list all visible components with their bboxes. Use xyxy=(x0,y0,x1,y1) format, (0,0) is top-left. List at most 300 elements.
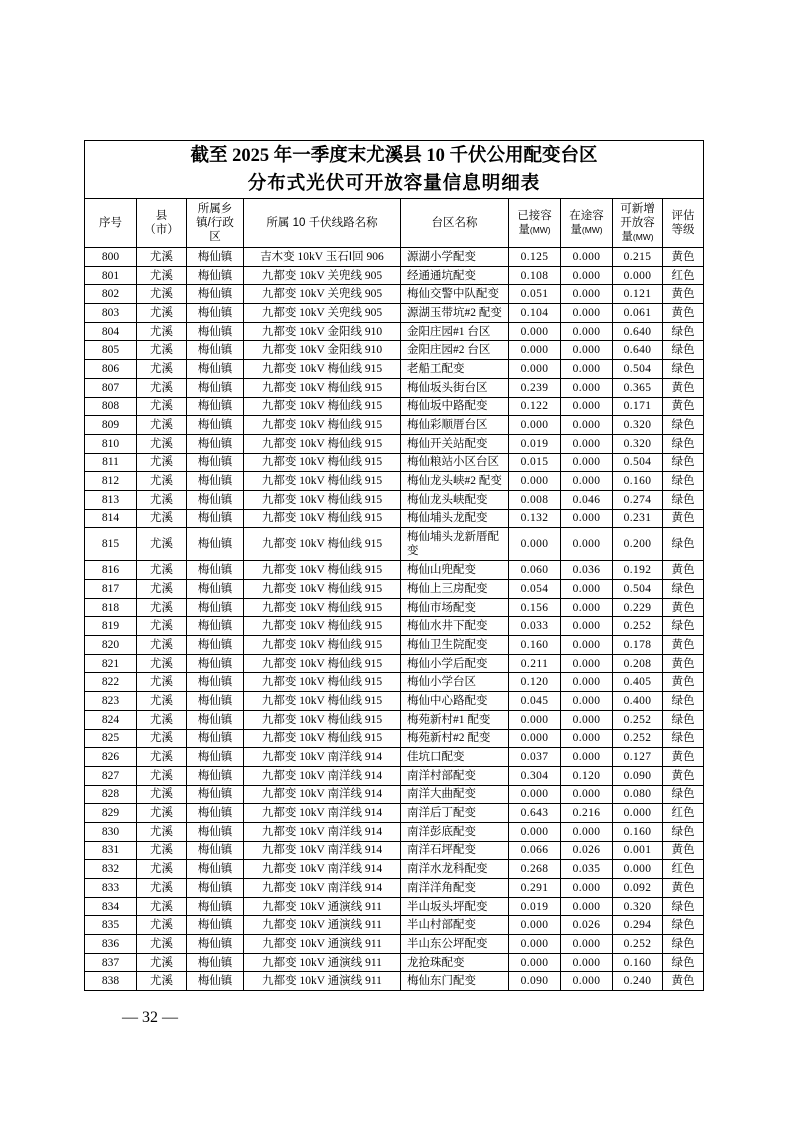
connected-capacity-cell xyxy=(509,897,561,916)
county-cell xyxy=(137,897,187,916)
open-capacity-text: 0.121 xyxy=(623,288,652,301)
grade-text: 黄色 xyxy=(671,288,695,301)
header-line-name-label: 所属 10 千伏线路名称 xyxy=(266,217,378,229)
town-text: 梅仙镇 xyxy=(197,900,233,913)
connected-capacity-text: 0.051 xyxy=(520,288,549,301)
serial-number-text: 815 xyxy=(101,538,120,551)
county-text: 尤溪 xyxy=(150,713,173,726)
connected-capacity-text: 0.015 xyxy=(520,456,549,469)
town-cell xyxy=(187,636,244,655)
town-text: 梅仙镇 xyxy=(197,676,233,689)
connected-capacity-cell xyxy=(509,785,561,804)
line-name-cell xyxy=(244,561,401,580)
station-name-text: 梅仙坂中路配变 xyxy=(407,400,488,413)
connected-capacity-text: 0.000 xyxy=(520,538,549,551)
line-name-cell xyxy=(244,654,401,673)
line-name-cell xyxy=(244,841,401,860)
county-cell xyxy=(137,453,187,472)
open-capacity-text: 0.171 xyxy=(623,400,652,413)
county-cell xyxy=(137,580,187,599)
line-name-text: 九都变 10kV 通演线 911 xyxy=(262,975,382,988)
county-text: 尤溪 xyxy=(150,657,173,670)
grade-cell xyxy=(663,785,704,804)
in-transit-capacity-cell xyxy=(561,729,613,748)
in-transit-capacity-text: 0.000 xyxy=(572,638,601,651)
line-name-cell xyxy=(244,285,401,304)
connected-capacity-text: 0.156 xyxy=(520,601,549,614)
station-name-text: 梅仙卫生院配变 xyxy=(407,638,488,651)
town-cell xyxy=(187,561,244,580)
connected-capacity-text: 0.000 xyxy=(520,788,549,801)
station-name-cell xyxy=(401,561,509,580)
in-transit-capacity-cell xyxy=(561,598,613,617)
town-cell xyxy=(187,841,244,860)
station-name-text: 梅仙龙头峡#2 配变 xyxy=(407,475,502,488)
connected-capacity-cell xyxy=(509,972,561,991)
open-capacity-cell xyxy=(613,617,663,636)
open-capacity-cell xyxy=(613,710,663,729)
connected-capacity-text: 0.291 xyxy=(520,881,549,894)
grade-text: 绿色 xyxy=(671,475,695,488)
table-row xyxy=(85,341,704,360)
in-transit-capacity-text: 0.000 xyxy=(572,456,601,469)
open-capacity-cell xyxy=(613,766,663,785)
header-station-name-label: 台区名称 xyxy=(431,217,478,229)
grade-text: 黄色 xyxy=(671,601,695,614)
connected-capacity-cell xyxy=(509,692,561,711)
grade-text: 红色 xyxy=(671,863,695,876)
town-text: 梅仙镇 xyxy=(197,620,233,633)
serial-number-text: 827 xyxy=(101,769,120,782)
in-transit-capacity-text: 0.000 xyxy=(572,325,601,338)
grade-text: 黄色 xyxy=(671,676,695,689)
table-title xyxy=(85,141,704,199)
header-connected-capacity-label: 已接容量 xyxy=(517,210,552,236)
county-text: 尤溪 xyxy=(150,250,173,263)
open-capacity-cell xyxy=(613,729,663,748)
table-row xyxy=(85,528,704,561)
serial-number-cell xyxy=(85,304,137,323)
serial-number-text: 830 xyxy=(101,825,120,838)
serial-number-cell xyxy=(85,953,137,972)
town-cell xyxy=(187,972,244,991)
open-capacity-cell xyxy=(613,785,663,804)
open-capacity-cell xyxy=(613,636,663,655)
county-text: 尤溪 xyxy=(150,538,173,551)
grade-text: 黄色 xyxy=(671,638,695,651)
in-transit-capacity-cell xyxy=(561,304,613,323)
open-capacity-cell xyxy=(613,692,663,711)
grade-cell xyxy=(663,897,704,916)
table-row xyxy=(85,636,704,655)
open-capacity-text: 0.160 xyxy=(623,475,652,488)
in-transit-capacity-cell xyxy=(561,692,613,711)
serial-number-cell xyxy=(85,266,137,285)
serial-number-cell xyxy=(85,785,137,804)
station-name-cell xyxy=(401,729,509,748)
serial-number-cell xyxy=(85,472,137,491)
in-transit-capacity-text: 0.000 xyxy=(572,362,601,375)
station-name-text: 梅仙埔头龙新厝配变 xyxy=(407,531,499,558)
county-cell xyxy=(137,509,187,528)
line-name-cell xyxy=(244,935,401,954)
connected-capacity-text: 0.125 xyxy=(520,250,549,263)
line-name-cell xyxy=(244,822,401,841)
connected-capacity-cell xyxy=(509,804,561,823)
grade-text: 黄色 xyxy=(671,306,695,319)
open-capacity-cell xyxy=(613,935,663,954)
line-name-cell xyxy=(244,916,401,935)
serial-number-text: 819 xyxy=(101,620,120,633)
serial-number-cell xyxy=(85,673,137,692)
grade-cell xyxy=(663,654,704,673)
grade-text: 黄色 xyxy=(671,751,695,764)
open-capacity-text: 0.092 xyxy=(623,881,652,894)
line-name-cell xyxy=(244,598,401,617)
grade-cell xyxy=(663,617,704,636)
town-text: 梅仙镇 xyxy=(197,825,233,838)
town-text: 梅仙镇 xyxy=(197,881,233,894)
open-capacity-cell xyxy=(613,416,663,435)
town-cell xyxy=(187,341,244,360)
line-name-text: 九都变 10kV 金阳线 910 xyxy=(261,344,383,357)
station-name-cell xyxy=(401,416,509,435)
county-text: 尤溪 xyxy=(150,676,173,689)
connected-capacity-cell xyxy=(509,580,561,599)
open-capacity-text: 0.061 xyxy=(623,306,652,319)
serial-number-text: 837 xyxy=(101,956,120,969)
table-row xyxy=(85,860,704,879)
town-cell xyxy=(187,729,244,748)
station-name-cell xyxy=(401,822,509,841)
open-capacity-cell xyxy=(613,841,663,860)
town-text: 梅仙镇 xyxy=(197,344,233,357)
town-text: 梅仙镇 xyxy=(197,844,233,857)
town-cell xyxy=(187,916,244,935)
town-cell xyxy=(187,804,244,823)
in-transit-capacity-cell xyxy=(561,580,613,599)
county-text: 尤溪 xyxy=(150,582,173,595)
connected-capacity-text: 0.000 xyxy=(520,937,549,950)
in-transit-capacity-cell xyxy=(561,972,613,991)
header-county-label: 县（市） xyxy=(144,210,179,236)
county-text: 尤溪 xyxy=(150,751,173,764)
table-row xyxy=(85,598,704,617)
line-name-cell xyxy=(244,766,401,785)
header-grade xyxy=(663,199,704,248)
open-capacity-cell xyxy=(613,748,663,767)
serial-number-cell xyxy=(85,617,137,636)
connected-capacity-text: 0.000 xyxy=(520,956,549,969)
station-name-cell xyxy=(401,673,509,692)
county-cell xyxy=(137,748,187,767)
open-capacity-text: 0.504 xyxy=(623,362,652,375)
open-capacity-cell xyxy=(613,879,663,898)
open-capacity-text: 0.365 xyxy=(623,381,652,394)
county-cell xyxy=(137,490,187,509)
grade-text: 绿色 xyxy=(671,713,695,726)
table-row xyxy=(85,360,704,379)
station-name-text: 梅仙小学台区 xyxy=(407,676,476,689)
station-name-text: 梅仙市场配变 xyxy=(407,601,476,614)
line-name-text: 吉木变 10kV 玉石Ⅰ回 906 xyxy=(260,250,384,263)
line-name-text: 九都变 10kV 梅仙线 915 xyxy=(261,713,383,726)
station-name-text: 经通通坑配变 xyxy=(407,269,476,282)
county-cell xyxy=(137,822,187,841)
town-cell xyxy=(187,654,244,673)
table-row xyxy=(85,804,704,823)
header-grade-label: 评估等级 xyxy=(671,210,695,236)
line-name-cell xyxy=(244,490,401,509)
connected-capacity-text: 0.239 xyxy=(520,381,549,394)
in-transit-capacity-text: 0.000 xyxy=(572,788,601,801)
station-name-cell xyxy=(401,916,509,935)
connected-capacity-text: 0.000 xyxy=(520,732,549,745)
connected-capacity-cell xyxy=(509,453,561,472)
town-cell xyxy=(187,673,244,692)
connected-capacity-cell xyxy=(509,360,561,379)
connected-capacity-text: 0.060 xyxy=(520,564,549,577)
grade-cell xyxy=(663,341,704,360)
serial-number-text: 802 xyxy=(101,288,120,301)
connected-capacity-text: 0.304 xyxy=(520,769,549,782)
grade-cell xyxy=(663,636,704,655)
line-name-text: 九都变 10kV 梅仙线 915 xyxy=(261,400,383,413)
in-transit-capacity-cell xyxy=(561,248,613,267)
connected-capacity-cell xyxy=(509,654,561,673)
line-name-text: 九都变 10kV 梅仙线 915 xyxy=(261,657,383,670)
table-row xyxy=(85,748,704,767)
connected-capacity-text: 0.019 xyxy=(520,900,549,913)
station-name-cell xyxy=(401,654,509,673)
open-capacity-text: 0.400 xyxy=(623,694,652,707)
in-transit-capacity-cell xyxy=(561,935,613,954)
serial-number-text: 806 xyxy=(101,362,120,375)
open-capacity-cell xyxy=(613,972,663,991)
station-name-cell xyxy=(401,397,509,416)
county-text: 尤溪 xyxy=(150,325,173,338)
town-cell xyxy=(187,453,244,472)
line-name-cell xyxy=(244,860,401,879)
open-capacity-text: 0.160 xyxy=(623,825,652,838)
town-text: 梅仙镇 xyxy=(197,362,233,375)
town-cell xyxy=(187,304,244,323)
town-cell xyxy=(187,509,244,528)
county-text: 尤溪 xyxy=(150,288,173,301)
in-transit-capacity-cell xyxy=(561,561,613,580)
table-row xyxy=(85,266,704,285)
line-name-cell xyxy=(244,897,401,916)
county-text: 尤溪 xyxy=(150,564,173,577)
station-name-cell xyxy=(401,598,509,617)
line-name-text: 九都变 10kV 梅仙线 915 xyxy=(261,538,383,551)
table-row xyxy=(85,654,704,673)
station-name-cell xyxy=(401,528,509,561)
town-text: 梅仙镇 xyxy=(197,400,233,413)
connected-capacity-text: 0.019 xyxy=(520,437,549,450)
county-cell xyxy=(137,729,187,748)
station-name-text: 梅苑新村#2 配变 xyxy=(407,732,491,745)
county-text: 尤溪 xyxy=(150,825,173,838)
serial-number-cell xyxy=(85,528,137,561)
station-name-text: 梅仙粮站小区台区 xyxy=(407,456,499,469)
grade-cell xyxy=(663,879,704,898)
line-name-text: 九都变 10kV 金阳线 910 xyxy=(261,325,383,338)
county-cell xyxy=(137,360,187,379)
county-text: 尤溪 xyxy=(150,769,173,782)
line-name-cell xyxy=(244,266,401,285)
serial-number-cell xyxy=(85,341,137,360)
station-name-cell xyxy=(401,341,509,360)
line-name-cell xyxy=(244,953,401,972)
open-capacity-text: 0.215 xyxy=(623,250,652,263)
serial-number-cell xyxy=(85,509,137,528)
station-name-text: 南洋洋角配变 xyxy=(407,881,476,894)
connected-capacity-cell xyxy=(509,378,561,397)
open-capacity-text: 0.192 xyxy=(623,564,652,577)
in-transit-capacity-text: 0.120 xyxy=(572,769,601,782)
open-capacity-text: 0.000 xyxy=(623,863,652,876)
line-name-text: 九都变 10kV 南洋线 914 xyxy=(261,769,383,782)
serial-number-text: 817 xyxy=(101,582,120,595)
town-cell xyxy=(187,860,244,879)
line-name-text: 九都变 10kV 通演线 911 xyxy=(262,937,382,950)
serial-number-cell xyxy=(85,822,137,841)
in-transit-capacity-text: 0.000 xyxy=(572,601,601,614)
connected-capacity-text: 0.211 xyxy=(520,657,549,670)
in-transit-capacity-cell xyxy=(561,285,613,304)
station-name-cell xyxy=(401,972,509,991)
town-text: 梅仙镇 xyxy=(197,582,233,595)
county-text: 尤溪 xyxy=(150,881,173,894)
station-name-cell xyxy=(401,785,509,804)
in-transit-capacity-text: 0.036 xyxy=(572,564,601,577)
open-capacity-text: 0.320 xyxy=(623,437,652,450)
county-text: 尤溪 xyxy=(150,456,173,469)
in-transit-capacity-cell xyxy=(561,434,613,453)
grade-cell xyxy=(663,916,704,935)
grade-cell xyxy=(663,472,704,491)
table-row xyxy=(85,561,704,580)
grade-text: 红色 xyxy=(671,807,695,820)
station-name-cell xyxy=(401,509,509,528)
in-transit-capacity-cell xyxy=(561,341,613,360)
county-cell xyxy=(137,654,187,673)
grade-text: 黄色 xyxy=(671,564,695,577)
grade-cell xyxy=(663,378,704,397)
town-text: 梅仙镇 xyxy=(197,638,233,651)
table-row xyxy=(85,822,704,841)
connected-capacity-cell xyxy=(509,509,561,528)
grade-cell xyxy=(663,490,704,509)
open-capacity-text: 0.231 xyxy=(623,512,652,525)
table-row xyxy=(85,916,704,935)
serial-number-cell xyxy=(85,434,137,453)
station-name-text: 南洋大曲配变 xyxy=(407,788,476,801)
grade-text: 绿色 xyxy=(671,344,695,357)
in-transit-capacity-cell xyxy=(561,617,613,636)
serial-number-text: 818 xyxy=(101,601,120,614)
town-text: 梅仙镇 xyxy=(197,512,233,525)
town-text: 梅仙镇 xyxy=(197,601,233,614)
grade-text: 黄色 xyxy=(671,975,695,988)
county-text: 尤溪 xyxy=(150,937,173,950)
in-transit-capacity-cell xyxy=(561,822,613,841)
county-text: 尤溪 xyxy=(150,788,173,801)
connected-capacity-cell xyxy=(509,729,561,748)
table-row xyxy=(85,378,704,397)
line-name-text: 九都变 10kV 南洋线 914 xyxy=(261,788,383,801)
open-capacity-text: 0.000 xyxy=(623,269,652,282)
open-capacity-cell xyxy=(613,285,663,304)
table-row xyxy=(85,285,704,304)
in-transit-capacity-text: 0.000 xyxy=(572,956,601,969)
open-capacity-text: 0.001 xyxy=(623,844,652,857)
line-name-cell xyxy=(244,472,401,491)
line-name-cell xyxy=(244,434,401,453)
serial-number-text: 825 xyxy=(101,732,120,745)
open-capacity-cell xyxy=(613,673,663,692)
table-row xyxy=(85,322,704,341)
line-name-text: 九都变 10kV 梅仙线 915 xyxy=(261,564,383,577)
grade-cell xyxy=(663,580,704,599)
open-capacity-text: 0.127 xyxy=(623,751,652,764)
town-text: 梅仙镇 xyxy=(197,788,233,801)
in-transit-capacity-cell xyxy=(561,472,613,491)
county-cell xyxy=(137,617,187,636)
serial-number-text: 826 xyxy=(101,751,120,764)
open-capacity-cell xyxy=(613,580,663,599)
line-name-text: 九都变 10kV 通演线 911 xyxy=(262,919,382,932)
header-in-transit-capacity-text xyxy=(568,209,604,237)
grade-text: 红色 xyxy=(671,269,695,282)
in-transit-capacity-cell xyxy=(561,266,613,285)
connected-capacity-cell xyxy=(509,598,561,617)
town-cell xyxy=(187,785,244,804)
serial-number-text: 814 xyxy=(101,512,120,525)
station-name-text: 金阳庄园#1 台区 xyxy=(407,325,491,338)
table-row xyxy=(85,453,704,472)
line-name-cell xyxy=(244,673,401,692)
line-name-text: 九都变 10kV 关兜线 905 xyxy=(261,269,383,282)
town-cell xyxy=(187,434,244,453)
town-cell xyxy=(187,416,244,435)
station-name-text: 南洋村部配变 xyxy=(407,769,476,782)
station-name-text: 龙抢珠配变 xyxy=(407,956,465,969)
open-capacity-text: 0.178 xyxy=(623,638,652,651)
grade-cell xyxy=(663,509,704,528)
station-name-cell xyxy=(401,490,509,509)
station-name-text: 半山坂头坪配变 xyxy=(407,900,488,913)
town-cell xyxy=(187,248,244,267)
grade-cell xyxy=(663,561,704,580)
serial-number-text: 816 xyxy=(101,564,120,577)
in-transit-capacity-text: 0.000 xyxy=(572,475,601,488)
town-cell xyxy=(187,692,244,711)
station-name-cell xyxy=(401,617,509,636)
in-transit-capacity-text: 0.000 xyxy=(572,900,601,913)
connected-capacity-cell xyxy=(509,636,561,655)
header-station-name xyxy=(401,199,509,248)
station-name-text: 南洋后丁配变 xyxy=(407,807,476,820)
header-row xyxy=(85,199,704,248)
connected-capacity-cell xyxy=(509,916,561,935)
grade-text: 黄色 xyxy=(671,881,695,894)
line-name-cell xyxy=(244,360,401,379)
town-text: 梅仙镇 xyxy=(197,769,233,782)
line-name-cell xyxy=(244,397,401,416)
county-text: 尤溪 xyxy=(150,975,173,988)
